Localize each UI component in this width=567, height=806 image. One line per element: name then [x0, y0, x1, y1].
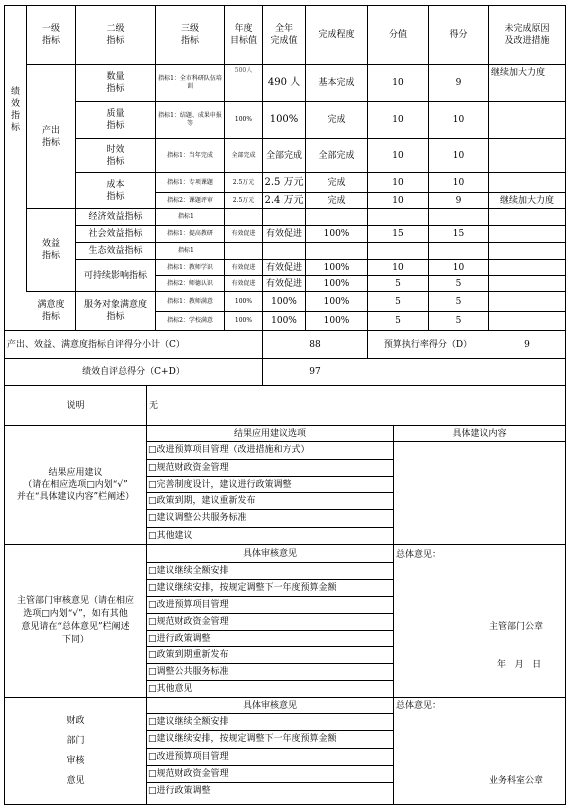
sat2-actual: 100% — [271, 316, 297, 326]
sat1-target: 100% — [234, 297, 253, 305]
header-score-value: 分值 — [388, 30, 407, 40]
cost1-score: 10 — [452, 177, 465, 188]
result-option-checkbox[interactable]: □完善制度设计，建议进行政策调整 — [148, 480, 292, 490]
cost2-value: 10 — [392, 195, 404, 206]
social-actual: 有效促进 — [265, 229, 302, 239]
subtotal-value: 88 — [309, 339, 321, 350]
sat2-value: 5 — [395, 316, 401, 326]
result-option-checkbox[interactable]: □建议调整公共服务标准 — [148, 513, 247, 523]
social-value: 15 — [392, 229, 404, 239]
eco-l3: 指标1 — [178, 247, 194, 254]
satisfaction-indicator-label: 满意度 指标 — [37, 300, 65, 322]
social-target: 有效促进 — [231, 230, 256, 237]
sat2-score: 5 — [455, 316, 462, 326]
timely-value: 10 — [392, 150, 404, 161]
remark-label: 说明 — [66, 400, 85, 411]
qty-value: 10 — [392, 78, 404, 88]
result-option-checkbox[interactable]: □规范财政资金管理 — [148, 463, 229, 473]
sustain1-l3: 指标1：教师学识 — [167, 263, 213, 271]
quality-value: 10 — [392, 115, 404, 125]
finance-option-checkbox[interactable]: □进行政策调整 — [148, 786, 211, 796]
header-degree: 完成程度 — [318, 30, 355, 40]
budget-execution-value: 9 — [524, 339, 530, 350]
result-label: 结果应用建议 （请在相应选项□内划“√” 并在“具体建议内容”栏阐述） — [16, 468, 135, 502]
total-value: 97 — [309, 367, 321, 377]
sat-l2: 服务对象满意度 指标 — [83, 300, 147, 322]
header-full-year: 全年 完成值 — [270, 24, 298, 46]
timely-target: 全部完成 — [231, 151, 256, 159]
timely-score: 10 — [452, 150, 465, 161]
sustain2-score: 5 — [455, 278, 462, 289]
cost2-score: 9 — [455, 195, 462, 206]
timely-l2: 时效 指标 — [106, 144, 125, 167]
header-level1: 一级 指标 — [41, 24, 60, 46]
dept-option-checkbox[interactable]: □规范财政资金管理 — [148, 617, 229, 627]
output-indicator-label: 产出 指标 — [41, 125, 60, 148]
eco-l2: 生态效益指标 — [88, 246, 143, 256]
quality-l3: 指标1：结题、成果申报等 — [158, 112, 222, 127]
sustain2-l3: 指标2：师德认识 — [167, 279, 213, 287]
sat1-value: 5 — [395, 296, 401, 307]
perf-indicator-label: 绩 效 指 标 — [10, 87, 20, 133]
dept-option-checkbox[interactable]: □改进预算项目管理 — [148, 600, 229, 610]
sustain1-degree: 100% — [323, 262, 350, 273]
qty-actual: 490 人 — [267, 77, 301, 88]
header-annual-target: 年度 目标值 — [229, 24, 257, 46]
sat2-target: 100% — [234, 317, 253, 324]
finance-review-label: 财政 部门 审核 意见 — [66, 716, 85, 786]
econ-l2: 经济效益指标 — [88, 212, 143, 222]
sat1-actual: 100% — [271, 296, 297, 307]
qty-degree: 基本完成 — [318, 78, 355, 88]
header-reason: 未完成原因 及改进措施 — [504, 24, 550, 46]
cost2-actual: 2.4 万元 — [264, 194, 304, 206]
cost2-degree: 完成 — [327, 195, 346, 206]
cost2-l3: 指标2：课题评审 — [167, 196, 213, 204]
finance-option-checkbox[interactable]: □建议继续安排，按规定调整下一年度预算金额 — [148, 734, 337, 744]
quality-degree: 完成 — [327, 115, 346, 125]
result-option-checkbox[interactable]: □政策到期，建议重新发布 — [148, 496, 256, 506]
finance-option-checkbox[interactable]: □规范财政资金管理 — [148, 769, 229, 779]
header-level2: 二级 指标 — [106, 24, 125, 46]
qty-l3: 指标1：全市科研队伍培训 — [158, 75, 222, 90]
sustain2-degree: 100% — [323, 278, 350, 289]
social-degree: 100% — [323, 229, 350, 239]
social-score: 15 — [452, 229, 465, 239]
cost1-l3: 指标1：专项课题 — [167, 178, 213, 186]
sustain-l2: 可持续影响指标 — [83, 270, 147, 281]
finance-option-checkbox[interactable]: □建议继续全额安排 — [148, 717, 229, 727]
total-label: 绩效自评总得分（C+D） — [82, 367, 185, 377]
cost1-value: 10 — [392, 177, 404, 188]
finance-seal: 业务科室公章 — [489, 776, 544, 786]
sat1-degree: 100% — [323, 296, 350, 307]
qty-score: 9 — [455, 78, 462, 88]
benefit-indicator-label: 效益 指标 — [41, 239, 60, 261]
dept-option-checkbox[interactable]: □政策到期重新发布 — [148, 650, 229, 660]
sustain1-actual: 有效促进 — [265, 262, 302, 273]
header-score: 得分 — [449, 30, 468, 40]
budget-execution-label: 预算执行率得分（D） — [383, 339, 473, 350]
finance-overall-label: 总体意见： — [396, 701, 442, 711]
subtotal-label: 产出、效益、满意度指标自评得分小计（C） — [7, 339, 185, 350]
cost1-degree: 完成 — [327, 177, 346, 188]
sat2-l3: 指标2：学校满意 — [167, 317, 213, 324]
sustain1-score: 10 — [452, 262, 465, 273]
dept-option-checkbox[interactable]: □调整公共服务标准 — [148, 667, 229, 677]
cost1-target: 2.5万元 — [232, 178, 255, 186]
remark-value: 无 — [149, 400, 159, 411]
finance-option-checkbox[interactable]: □改进预算项目管理 — [148, 752, 229, 762]
qty-target: 500人 — [234, 67, 253, 74]
result-content-header: 具体建议内容 — [452, 428, 507, 439]
cost2-target: 2.5万元 — [232, 196, 255, 204]
qty-l2: 数量 指标 — [106, 72, 125, 94]
social-l3: 指标1：提高教研 — [167, 230, 213, 237]
sustain2-value: 5 — [395, 278, 401, 289]
header-level3: 三级 指标 — [180, 24, 199, 46]
dept-review-header: 具体审核意见 — [242, 548, 297, 559]
cost2-reason: 继续加大力度 — [499, 195, 554, 206]
finance-review-header: 具体审核意见 — [242, 700, 297, 711]
dept-option-checkbox[interactable]: □进行政策调整 — [148, 634, 211, 644]
sustain2-target: 有效促进 — [231, 279, 256, 287]
result-options-header: 结果应用建议选项 — [233, 428, 306, 439]
quality-target: 100% — [234, 116, 253, 123]
sustain1-value: 10 — [392, 262, 404, 273]
dept-overall-label: 总体意见： — [396, 550, 442, 560]
sat2-degree: 100% — [323, 316, 350, 326]
dept-review-label: 主管部门审核意见（请在相应 选项□内划“√”，如有其他 意见请在“总体意见”栏阐述 下同） — [16, 596, 134, 645]
result-option-checkbox[interactable]: □其他建议 — [148, 531, 193, 541]
dept-option-checkbox[interactable]: □其他意见 — [148, 684, 193, 694]
quality-score: 10 — [452, 115, 465, 125]
sat1-score: 5 — [455, 296, 462, 307]
cost-l2: 成本 指标 — [106, 179, 125, 202]
sat1-l3: 指标1：教师满意 — [167, 297, 213, 305]
timely-degree: 全部完成 — [318, 150, 355, 161]
dept-seal: 主管部门公章 — [489, 622, 544, 632]
social-l2: 社会效益指标 — [88, 229, 143, 239]
cost1-actual: 2.5 万元 — [264, 176, 304, 188]
sustain2-actual: 有效促进 — [265, 278, 302, 289]
sustain1-target: 有效促进 — [231, 263, 256, 271]
dept-date: 年 月 日 — [497, 660, 542, 670]
dept-option-checkbox[interactable]: □建议继续安排，按规定调整下一年度预算金额 — [148, 583, 337, 593]
dept-option-checkbox[interactable]: □建议继续全额安排 — [148, 566, 229, 576]
timely-actual: 全部完成 — [265, 150, 302, 161]
quality-actual: 100% — [269, 114, 299, 125]
quality-l2: 质量 指标 — [106, 109, 125, 131]
econ-l3: 指标1 — [178, 213, 194, 220]
result-option-checkbox[interactable]: □改进预算项目管理（改进措施和方式） — [148, 445, 310, 455]
qty-reason: 继续加大力度 — [491, 68, 546, 78]
timely-l3: 指标1：当年完成 — [167, 151, 213, 159]
